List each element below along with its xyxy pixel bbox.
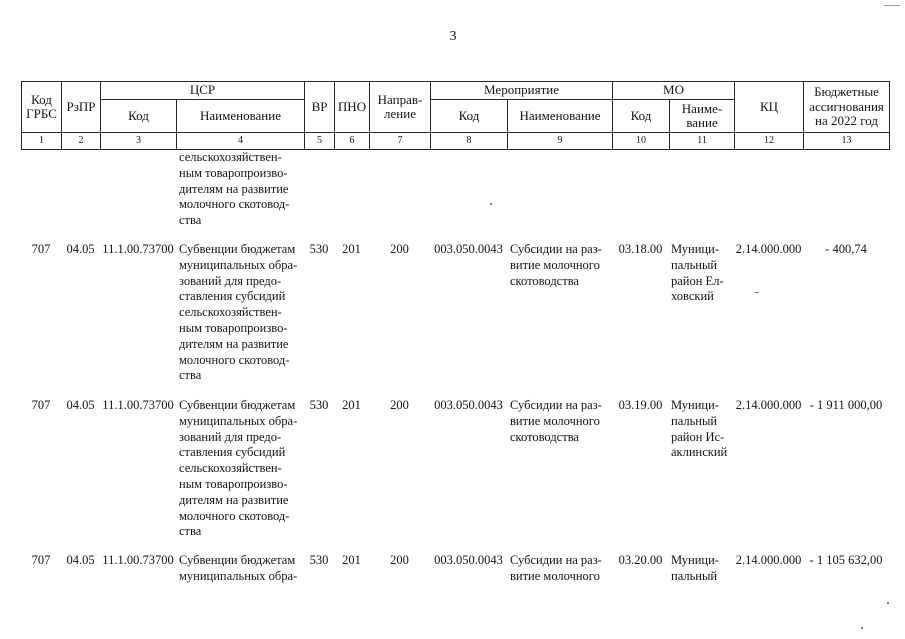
header-budget: Бюджетные ассигнования на 2022 год bbox=[804, 82, 890, 133]
column-number: 10 bbox=[613, 133, 670, 150]
cell-event-code: 003.050.0043 bbox=[434, 553, 503, 567]
cell-direction: 200 bbox=[390, 398, 409, 412]
header-mo-code: Код bbox=[613, 100, 670, 133]
column-number: 12 bbox=[735, 133, 804, 150]
cell-rzpr: 04.05 bbox=[66, 242, 95, 256]
column-number: 11 bbox=[670, 133, 735, 150]
cell-csr-code: 11.1.00.73700 bbox=[102, 553, 174, 567]
cell-kc: 2.14.000.000 bbox=[735, 242, 802, 256]
cell-csr-name: сельскохозяйствен- ным товаропроизво- дителям на развитие молочного скотовод- ства bbox=[179, 150, 290, 228]
cell-grbs: 707 bbox=[31, 242, 51, 256]
cell-event-code: 003.050.0043 bbox=[434, 398, 503, 412]
column-number: 3 bbox=[101, 133, 177, 150]
cell-mo-name: Муници- пальный район Ел- ховский bbox=[671, 242, 724, 304]
cell-mo-name: Муници- пальный район Ис- аклинский bbox=[671, 398, 728, 460]
cell-amount: - 1 911 000,00 bbox=[809, 398, 883, 412]
cell-mo-code: 03.18.00 bbox=[618, 242, 663, 256]
cell-mo-code: 03.19.00 bbox=[618, 398, 663, 412]
header-csr-code: Код bbox=[101, 100, 177, 133]
cell-csr-name: Субвенции бюджетам муниципальных обра- bbox=[179, 553, 298, 583]
column-number: 5 bbox=[305, 133, 335, 150]
cell-mo-code: 03.20.00 bbox=[618, 553, 663, 567]
scan-speck bbox=[887, 602, 889, 604]
header-csr-name: Наименование bbox=[177, 100, 305, 133]
header-event-code: Код bbox=[431, 100, 508, 133]
header-row-groups bbox=[22, 82, 890, 100]
cell-event-name: Субсидии на раз- витие молочного bbox=[510, 553, 602, 583]
header-kc: КЦ bbox=[735, 82, 804, 133]
cell-rzpr: 04.05 bbox=[66, 553, 95, 567]
cell-event-name: Субсидии на раз- витие молочного скотоводства bbox=[510, 398, 602, 444]
column-number: 9 bbox=[508, 133, 613, 150]
cell-csr-name: Субвенции бюджетам муниципальных обра- зований для предо- ставления субсидий сельскохозяйствен- ным товаропроизво- дителям на развитие молочного скотовод- ства bbox=[179, 398, 298, 539]
cell-kc: 2.14.000.000 bbox=[735, 398, 802, 412]
header-event-name: Наименование bbox=[508, 100, 613, 133]
cell-direction: 200 bbox=[390, 242, 409, 256]
cell-pno: 201 bbox=[342, 242, 361, 256]
cell-amount: - 1 105 632,00 bbox=[809, 553, 883, 567]
header-csr-group: ЦСР bbox=[101, 82, 305, 100]
cell-amount: - 400,74 bbox=[825, 242, 867, 256]
header-mo-group: МО bbox=[613, 82, 735, 100]
header-pno: ПНО bbox=[335, 82, 370, 133]
cell-csr-code: 11.1.00.73700 bbox=[102, 398, 174, 412]
cell-event-name: Субсидии на раз- витие молочного скотоводства bbox=[510, 242, 602, 288]
scan-speck bbox=[755, 292, 759, 293]
scan-speck bbox=[861, 627, 863, 629]
cell-rzpr: 04.05 bbox=[66, 398, 95, 412]
header-grbs: Код ГРБС bbox=[22, 82, 62, 133]
cell-vr: 530 bbox=[309, 553, 329, 567]
cell-grbs: 707 bbox=[31, 398, 51, 412]
cell-vr: 530 bbox=[309, 242, 329, 256]
header-event-group: Мероприятие bbox=[431, 82, 613, 100]
page-number: 3 bbox=[449, 29, 457, 44]
cell-csr-name: Субвенции бюджетам муниципальных обра- зований для предо- ставления субсидий сельскохозяйствен- ным товаропроизво- дителям на развитие молочного скотовод- ства bbox=[179, 242, 298, 383]
cell-pno: 201 bbox=[342, 398, 361, 412]
header-rzpr: РзПР bbox=[62, 82, 101, 133]
column-number: 13 bbox=[804, 133, 890, 150]
header-row-column-numbers bbox=[22, 133, 890, 150]
cell-direction: 200 bbox=[390, 553, 409, 567]
column-number: 8 bbox=[431, 133, 508, 150]
cell-pno: 201 bbox=[342, 553, 361, 567]
cell-vr: 530 bbox=[309, 398, 329, 412]
scan-mark bbox=[884, 5, 900, 6]
column-number: 2 bbox=[62, 133, 101, 150]
cell-event-code: 003.050.0043 bbox=[434, 242, 503, 256]
header-direction: Направ- ление bbox=[370, 82, 431, 133]
column-number: 7 bbox=[370, 133, 431, 150]
header-vr: ВР bbox=[305, 82, 335, 133]
column-number: 4 bbox=[177, 133, 305, 150]
table-header bbox=[21, 81, 890, 150]
cell-csr-code: 11.1.00.73700 bbox=[102, 242, 174, 256]
cell-mo-name: Муници- пальный bbox=[671, 553, 719, 583]
cell-grbs: 707 bbox=[31, 553, 51, 567]
header-mo-name: Наиме- вание bbox=[670, 100, 735, 133]
column-number: 1 bbox=[22, 133, 62, 150]
cell-kc: 2.14.000.000 bbox=[735, 553, 802, 567]
column-number: 6 bbox=[335, 133, 370, 150]
scan-speck bbox=[490, 203, 492, 205]
